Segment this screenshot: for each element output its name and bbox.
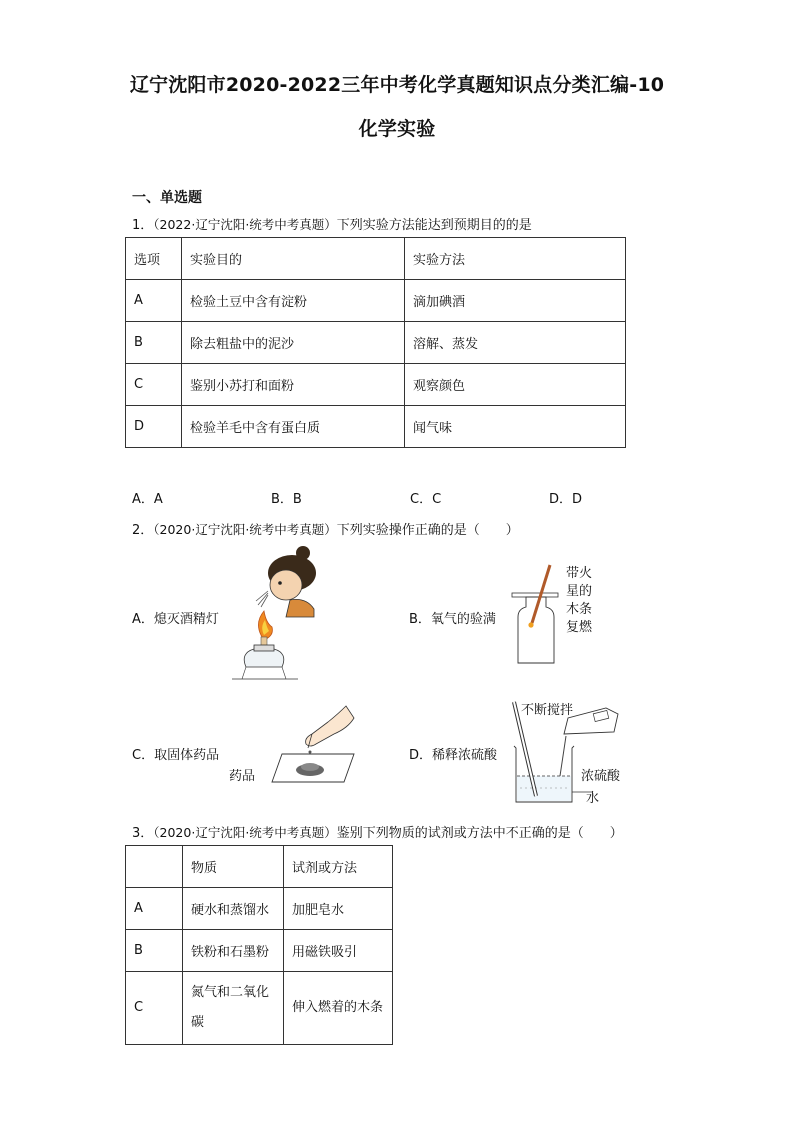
- table-cell: C: [126, 364, 182, 406]
- table-cell: A: [126, 888, 183, 930]
- fig-d-acid-label: 浓硫酸: [581, 769, 621, 784]
- question-text: 鉴别下列物质的试剂或方法中不正确的是（ ）: [336, 826, 623, 841]
- fig-d-stir-label: 不断搅拌: [521, 703, 574, 718]
- table-cell: 伸入燃着的木条: [284, 972, 393, 1045]
- table-header-cell: 试剂或方法: [284, 846, 393, 888]
- section-heading: 一、单选题: [132, 190, 202, 206]
- table-header-cell: 物质: [183, 846, 284, 888]
- document-title-line1: 辽宁沈阳市2020-2022三年中考化学真题知识点分类汇编-10: [129, 74, 665, 96]
- question-1: [132, 214, 532, 233]
- label-line: 带火: [566, 566, 593, 581]
- label-line: 星的: [566, 584, 593, 599]
- question-number: 2．: [132, 523, 154, 538]
- question-text: 下列实验操作正确的是（ ）: [336, 523, 519, 538]
- table-cell: 观察颜色: [405, 364, 626, 406]
- table-cell: 闻气味: [405, 406, 626, 448]
- table-cell: C: [126, 972, 183, 1045]
- gas-bottle-illustration: [508, 563, 566, 667]
- table-header-row: [126, 238, 626, 280]
- table-cell: 铁粉和石墨粉: [183, 930, 284, 972]
- q3-table: [125, 845, 393, 1045]
- q1-table: [125, 237, 626, 448]
- option-b-label[interactable]: B．氧气的验满: [409, 612, 496, 627]
- table-row: [126, 888, 393, 930]
- table-cell: 加肥皂水: [284, 888, 393, 930]
- question-number: 3．: [132, 826, 154, 841]
- table-header-row: [126, 846, 393, 888]
- table-row: [126, 930, 393, 972]
- table-cell: 除去粗盐中的泥沙: [182, 322, 405, 364]
- document-title-line2: 化学实验: [358, 118, 436, 140]
- hand-picking-medicine-illustration: [268, 704, 360, 786]
- choice-d[interactable]: D．D: [549, 492, 583, 507]
- table-row: [126, 280, 626, 322]
- table-header-cell: 选项: [126, 238, 182, 280]
- table-cell: B: [126, 930, 183, 972]
- fig-b-label: [566, 565, 592, 637]
- table-cell: B: [126, 322, 182, 364]
- option-d-label[interactable]: D．稀释浓硫酸: [409, 748, 498, 763]
- label-line: 复燃: [566, 620, 593, 635]
- question-source: （2020·辽宁沈阳·统考中考真题）: [153, 825, 337, 840]
- table-cell: 检验土豆中含有淀粉: [182, 280, 405, 322]
- question-number: 1．: [132, 218, 154, 233]
- table-row: [126, 972, 393, 1045]
- question-text: 下列实验方法能达到预期目的的是: [336, 218, 532, 233]
- table-cell: A: [126, 280, 182, 322]
- table-cell: 溶解、蒸发: [405, 322, 626, 364]
- fig-d-water-label: 水: [586, 791, 600, 806]
- question-source: （2020·辽宁沈阳·统考中考真题）: [153, 522, 337, 537]
- table-header-cell: 实验目的: [182, 238, 405, 280]
- choice-c[interactable]: C．C: [410, 492, 442, 507]
- table-cell: 硬水和蒸馏水: [183, 888, 284, 930]
- table-cell: 检验羊毛中含有蛋白质: [182, 406, 405, 448]
- question-2: [132, 519, 519, 538]
- question-source: （2022·辽宁沈阳·统考中考真题）: [153, 217, 337, 232]
- label-line: 木条: [566, 602, 593, 617]
- option-c-label[interactable]: C．取固体药品: [132, 748, 220, 763]
- table-cell: D: [126, 406, 182, 448]
- choice-a[interactable]: A．A: [132, 492, 163, 507]
- table-row: [126, 406, 626, 448]
- question-3: [132, 822, 623, 841]
- blowing-out-lamp-illustration: [228, 545, 323, 685]
- option-a-label[interactable]: A．熄灭酒精灯: [132, 612, 219, 627]
- fig-c-label: 药品: [229, 769, 256, 784]
- choice-b[interactable]: B．B: [271, 492, 302, 507]
- table-cell: 鉴别小苏打和面粉: [182, 364, 405, 406]
- table-row: [126, 322, 626, 364]
- table-cell: 氮气和二氧化碳: [183, 972, 284, 1045]
- table-row: [126, 364, 626, 406]
- table-header-cell: 实验方法: [405, 238, 626, 280]
- table-cell: 滴加碘酒: [405, 280, 626, 322]
- table-cell: 用磁铁吸引: [284, 930, 393, 972]
- table-header-cell: [126, 846, 183, 888]
